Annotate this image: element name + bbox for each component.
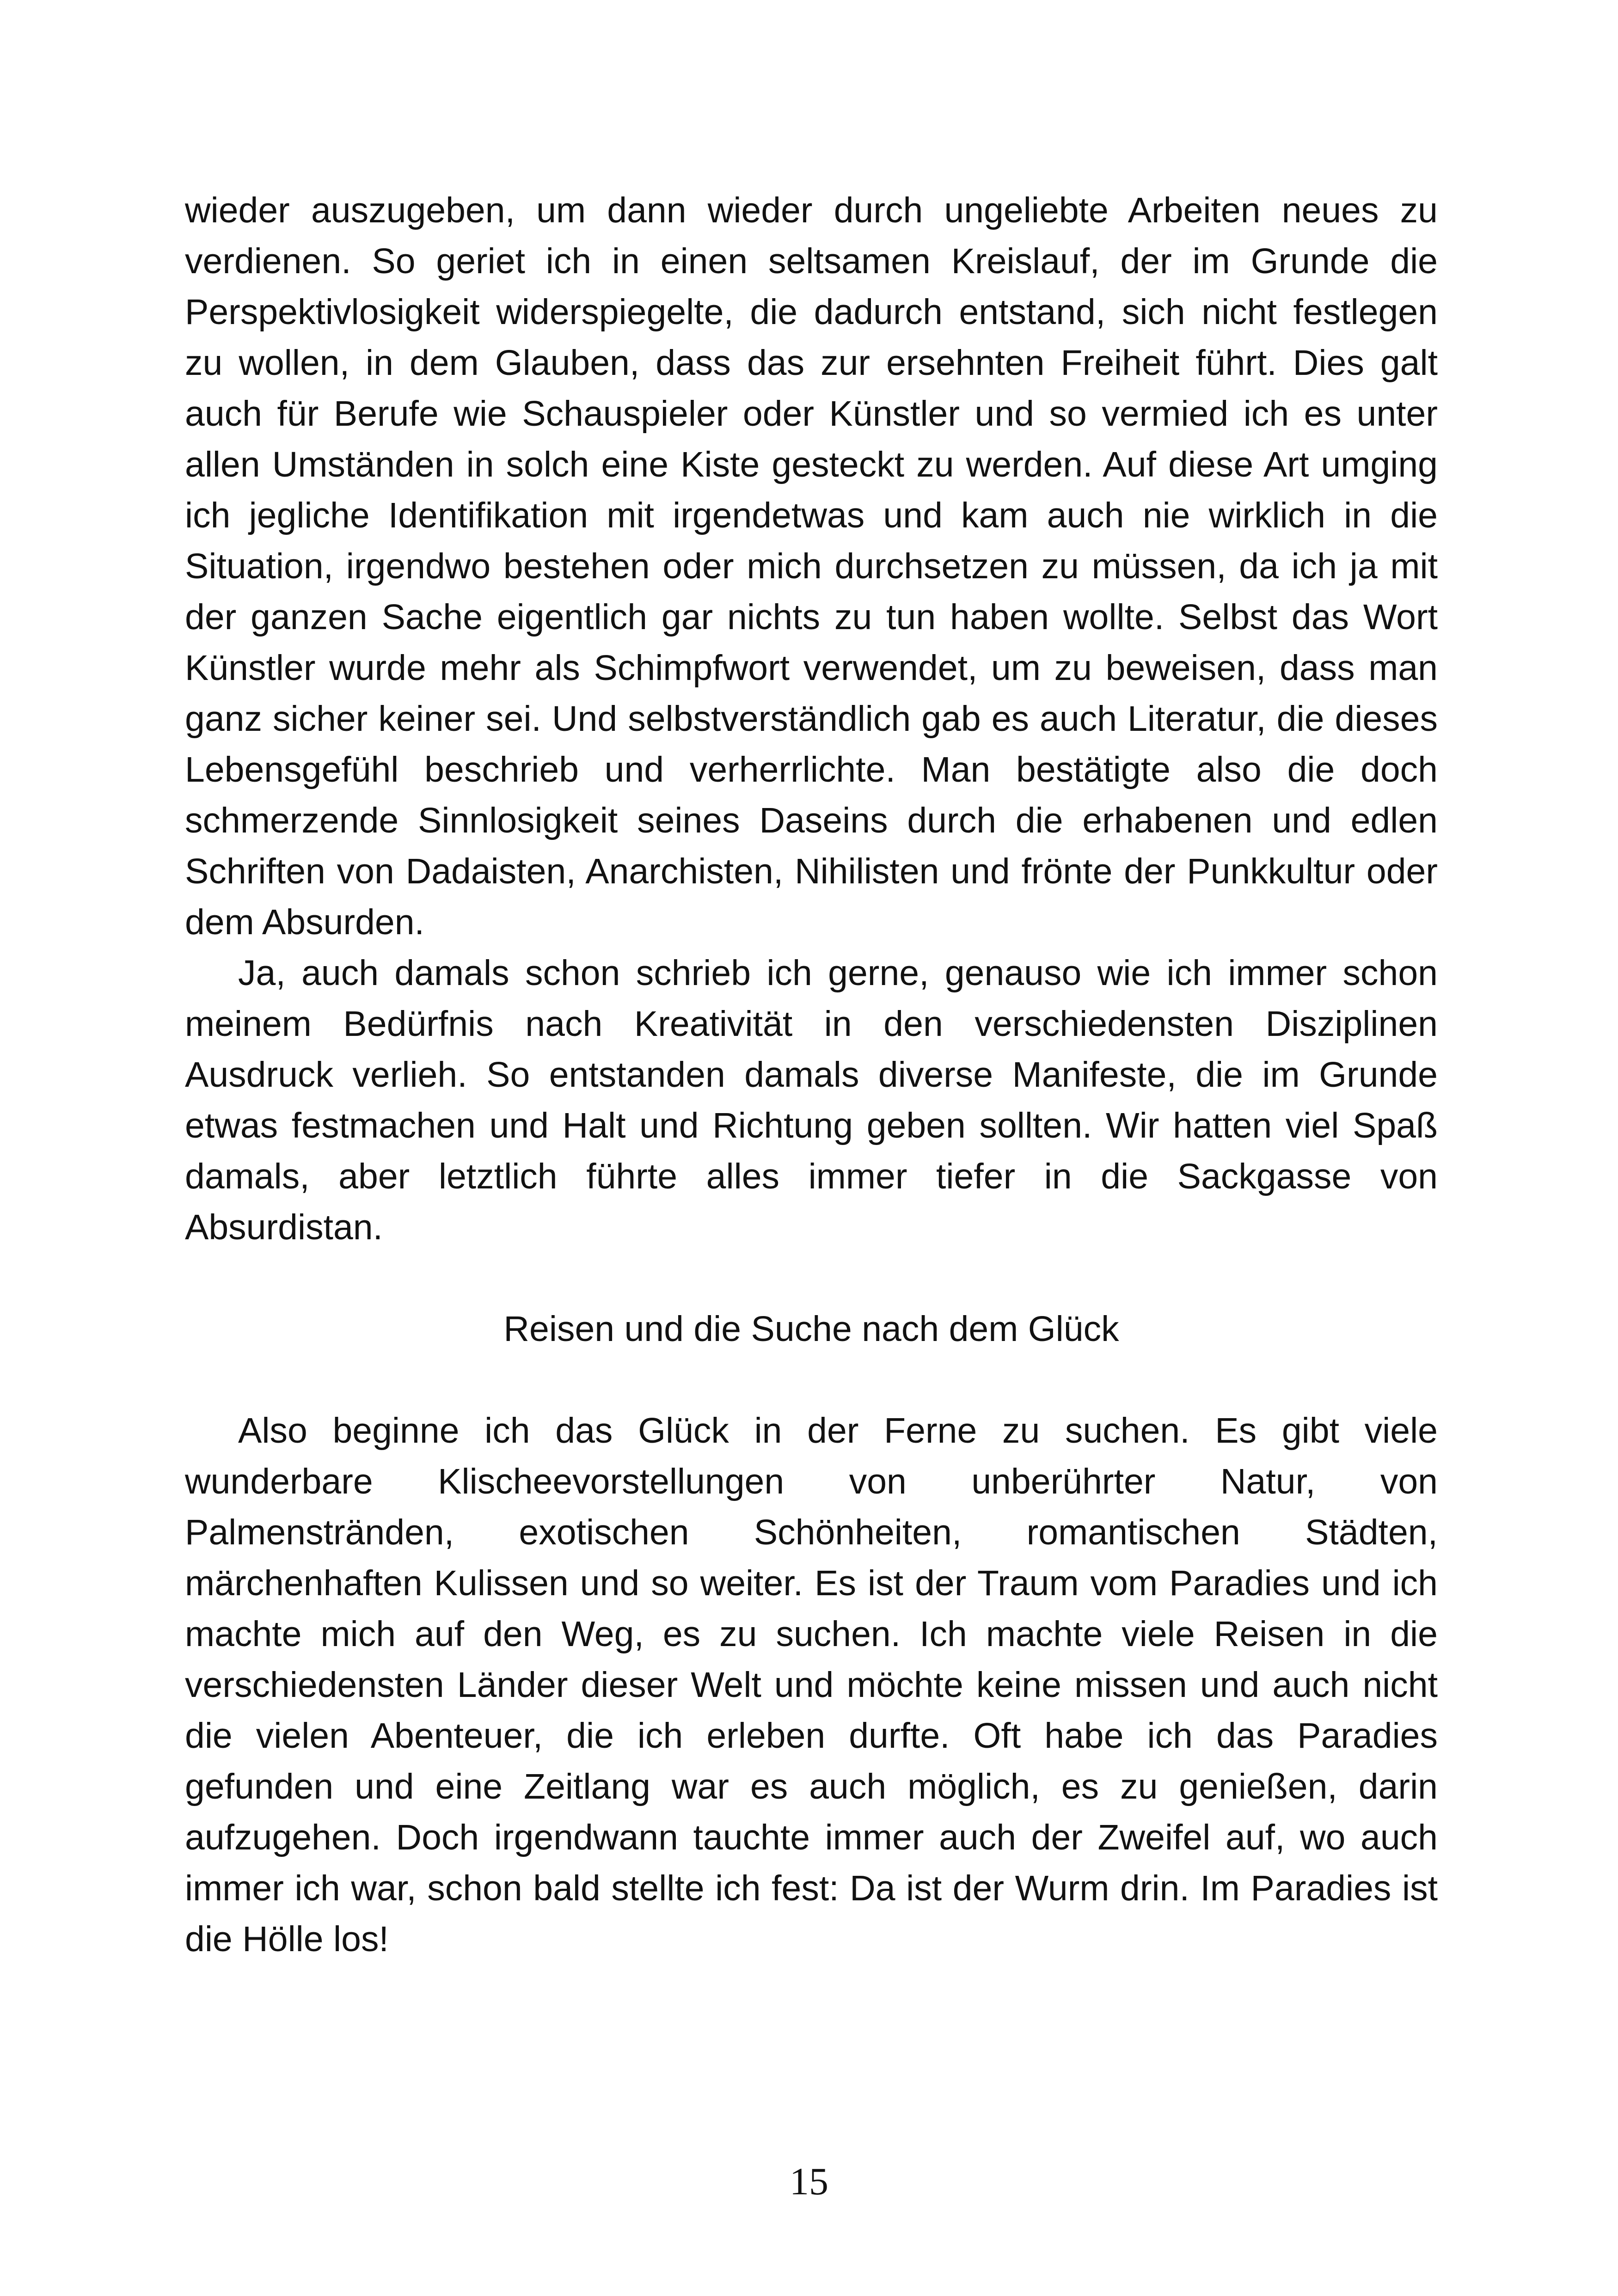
page-number: 15	[790, 2160, 828, 2203]
paragraph-continuation: wieder auszugeben, um dann wieder durch ungeliebte Arbeiten neues zu verdienen. So geriet ich in einen seltsamen Kreislauf, der im Grunde die Perspektivlosigkeit widerspiegelte, die dadurch entstand, sich nicht festlegen zu wollen, in dem Glauben, dass das zur ersehnten Freiheit führt. Dies galt auch für Berufe wie Schauspieler oder Künstler und so vermied ich es unter allen Umständen in solch eine Kiste gesteckt zu werden. Auf diese Art umging ich jegliche Identifikation mit irgendetwas und kam auch nie wirklich in die Situation, irgendwo bestehen oder mich durchsetzen zu müssen, da ich ja mit der ganzen Sache eigentlich gar nichts zu tun haben wollte. Selbst das Wort Künstler wurde mehr als Schimpfwort verwendet, um zu beweisen, dass man ganz sicher keiner sei. Und selbstverständlich gab es auch Literatur, die dieses Lebensgefühl beschrieb und verherrlichte. Man bestätigte also die doch schmerzende Sinnlosigkeit seines Daseins durch die erhabenen und edlen Schriften von Dadaisten, Anarchisten, Nihilisten und frönte der Punkkultur oder dem Absurden.	[185, 190, 1438, 942]
book-page-body	[185, 185, 1438, 1965]
section-heading: Reisen und die Suche nach dem Glück	[503, 1309, 1119, 1349]
paragraph-travel: Also beginne ich das Glück in der Ferne zu suchen. Es gibt viele wunderbare Klischeevorstellungen von unberührter Natur, von Palmenstränden, exotischen Schönheiten, romantischen Städten, märchenhaften Kulissen und so weiter. Es ist der Traum vom Paradies und ich machte mich auf den Weg, es zu suchen. Ich machte viele Reisen in die verschiedensten Länder dieser Welt und möchte keine missen und auch nicht die vielen Abenteuer, die ich erleben durfte. Oft habe ich das Paradies gefunden und eine Zeitlang war es auch möglich, es zu genießen, darin aufzugehen. Doch irgendwann tauchte immer auch der Zweifel auf, wo auch immer ich war, schon bald stellte ich fest: Da ist der Wurm drin. Im Paradies ist die Hölle los!	[185, 1411, 1438, 1959]
paragraph-manifestos: Ja, auch damals schon schrieb ich gerne, genauso wie ich immer schon meinem Bedürfnis nach Kreativität in den verschiedensten Disziplinen Ausdruck verlieh. So entstanden damals diverse Manifeste, die im Grunde etwas festmachen und Halt und Richtung geben sollten. Wir hatten viel Spaß damals, aber letztlich führte alles immer tiefer in die Sackgasse von Absurdistan.	[185, 953, 1438, 1247]
